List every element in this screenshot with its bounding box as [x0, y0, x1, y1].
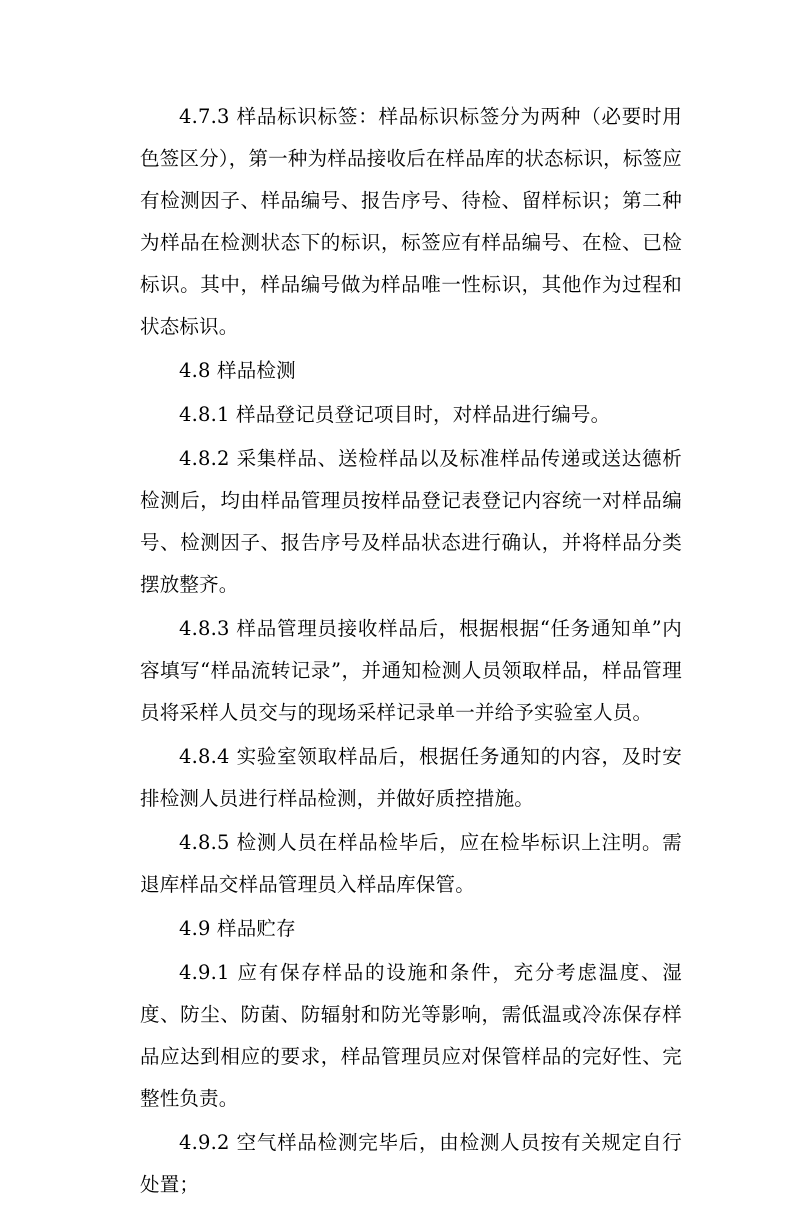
document-body — [140, 96, 682, 1206]
paragraph: 4.8.2 采集样品、送检样品以及标准样品传递或送达德析检测后，均由样品管理员按样品登记表登记内容统一对样品编号、检测因子、报告序号及样品状态进行确认，并将样品分类摆放整齐。 — [140, 447, 682, 596]
paragraph: 4.8.3 样品管理员接收样品后，根据根据“任务通知单”内容填写“样品流转记录”，并通知检测人员领取样品，样品管理员将采样人员交与的现场采样记录单一并给予实验室人员。 — [140, 617, 682, 724]
paragraph: 4.8 样品检测 — [179, 359, 296, 382]
paragraph: 4.7.3 样品标识标签：样品标识标签分为两种（必要时用色签区分），第一种为样品接收后在样品库的状态标识，标签应有检测因子、样品编号、报告序号、待检、留样标识；第二种为样品在检测状态下的标识，标签应有样品编号、在检、已检标识。其中，样品编号做为样品唯一性标识，其他作为过程和状态标识。 — [140, 105, 682, 338]
paragraph: 4.8.1 样品登记员登记项目时，对样品进行编号。 — [179, 403, 611, 426]
paragraph: 4.9.2 空气样品检测完毕后，由检测人员按有关规定自行处置； — [140, 1131, 682, 1196]
paragraph: 4.8.4 实验室领取样品后，根据任务通知的内容，及时安排检测人员进行样品检测，并做好质控措施。 — [140, 745, 682, 810]
paragraph: 4.9 样品贮存 — [179, 917, 296, 940]
paragraph: 4.9.1 应有保存样品的设施和条件，充分考虑温度、湿度、防尘、防菌、防辐射和防光等影响，需低温或冷冻保存样品应达到相应的要求，样品管理员应对保管样品的完好性、完整性负责。 — [140, 961, 682, 1110]
paragraph: 4.8.5 检测人员在样品检毕后，应在检毕标识上注明。需退库样品交样品管理员入样品库保管。 — [140, 831, 682, 896]
